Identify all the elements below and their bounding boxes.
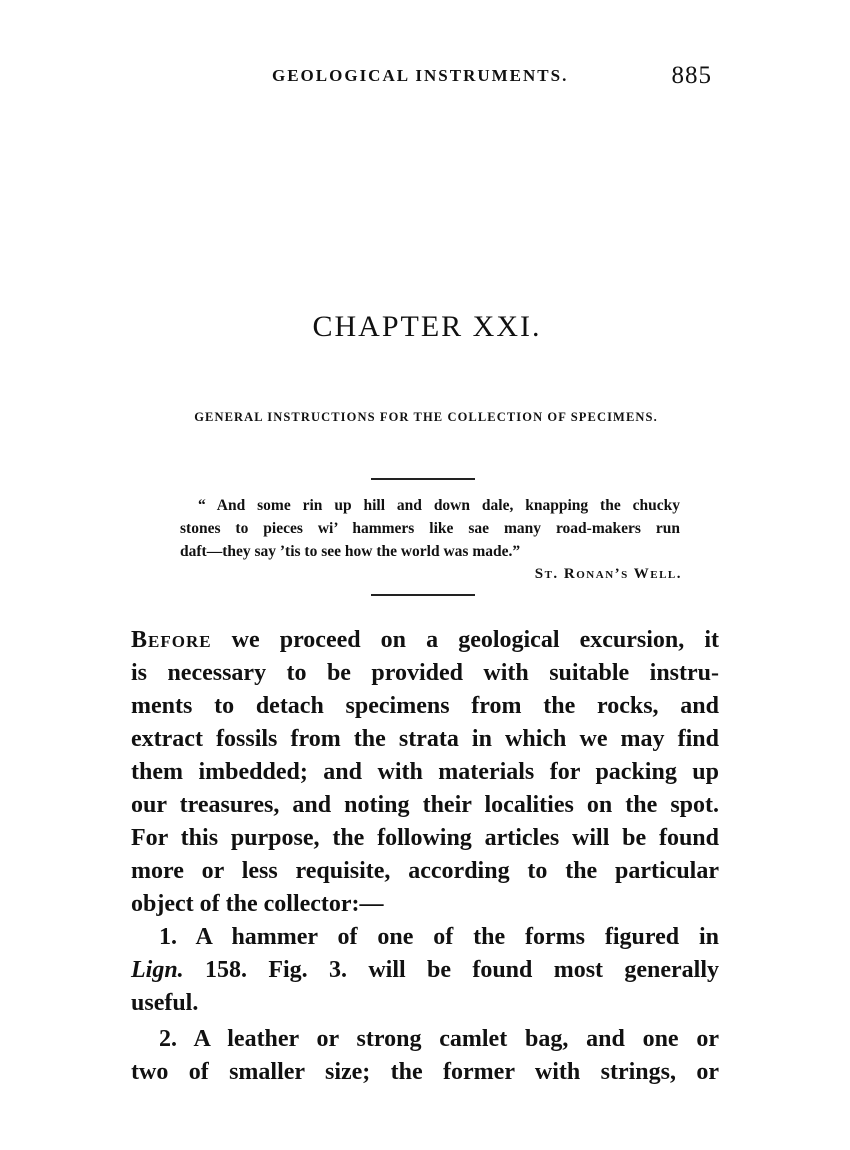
body-line: our treasures, and noting their localities on the spot.	[131, 792, 719, 818]
epigraph	[180, 494, 680, 563]
figure-reference: Lign.	[131, 957, 184, 983]
list-item-2-line: two of smaller size; the former with strings, or	[131, 1059, 719, 1085]
page-number: 885	[671, 62, 712, 89]
body-line	[131, 624, 719, 657]
body-line: ments to detach specimens from the rocks, and	[131, 693, 719, 719]
epigraph-top-rule	[371, 478, 475, 480]
body-line: extract fossils from the strata in which we may find	[131, 726, 719, 752]
chapter-title: CHAPTER XXI.	[312, 310, 542, 343]
body-line: For this purpose, the following articles will be found	[131, 825, 719, 851]
body-line: more or less requisite, according to the particular	[131, 858, 719, 884]
list-item-1-line: 1. A hammer of one of the forms figured in	[159, 924, 719, 950]
running-title: GEOLOGICAL INSTRUMENTS.	[272, 66, 569, 85]
running-head	[272, 62, 722, 92]
epigraph-line: “ And some rin up hill and down dale, knapping the chucky	[198, 497, 680, 514]
body-line: them imbedded; and with materials for packing up	[131, 759, 719, 785]
body-line: is necessary to be provided with suitable instru-	[131, 660, 719, 686]
epigraph-attribution: St. Ronan’s Well.	[534, 566, 682, 582]
list-item-1-line: useful.	[131, 990, 199, 1016]
body-line: object of the collector:—	[131, 891, 384, 917]
chapter-subtitle: GENERAL INSTRUCTIONS FOR THE COLLECTION OF SPECIMENS.	[194, 410, 658, 424]
list-item-1-text: 158. Fig. 3. will be found most generally	[183, 957, 719, 983]
epigraph-line: daft—they say ’tis to see how the world was made.”	[180, 543, 521, 560]
list-item-2-line: 2. A leather or strong camlet bag, and one or	[159, 1026, 719, 1052]
list-item-1-line	[131, 954, 719, 987]
epigraph-bottom-rule	[371, 594, 475, 596]
opening-word: Before	[131, 627, 212, 653]
body-text	[131, 624, 719, 1089]
epigraph-line: stones to pieces wi’ hammers like sae many road-makers run	[180, 520, 680, 537]
body-line-text: we proceed on a geological excursion, it	[211, 627, 719, 653]
